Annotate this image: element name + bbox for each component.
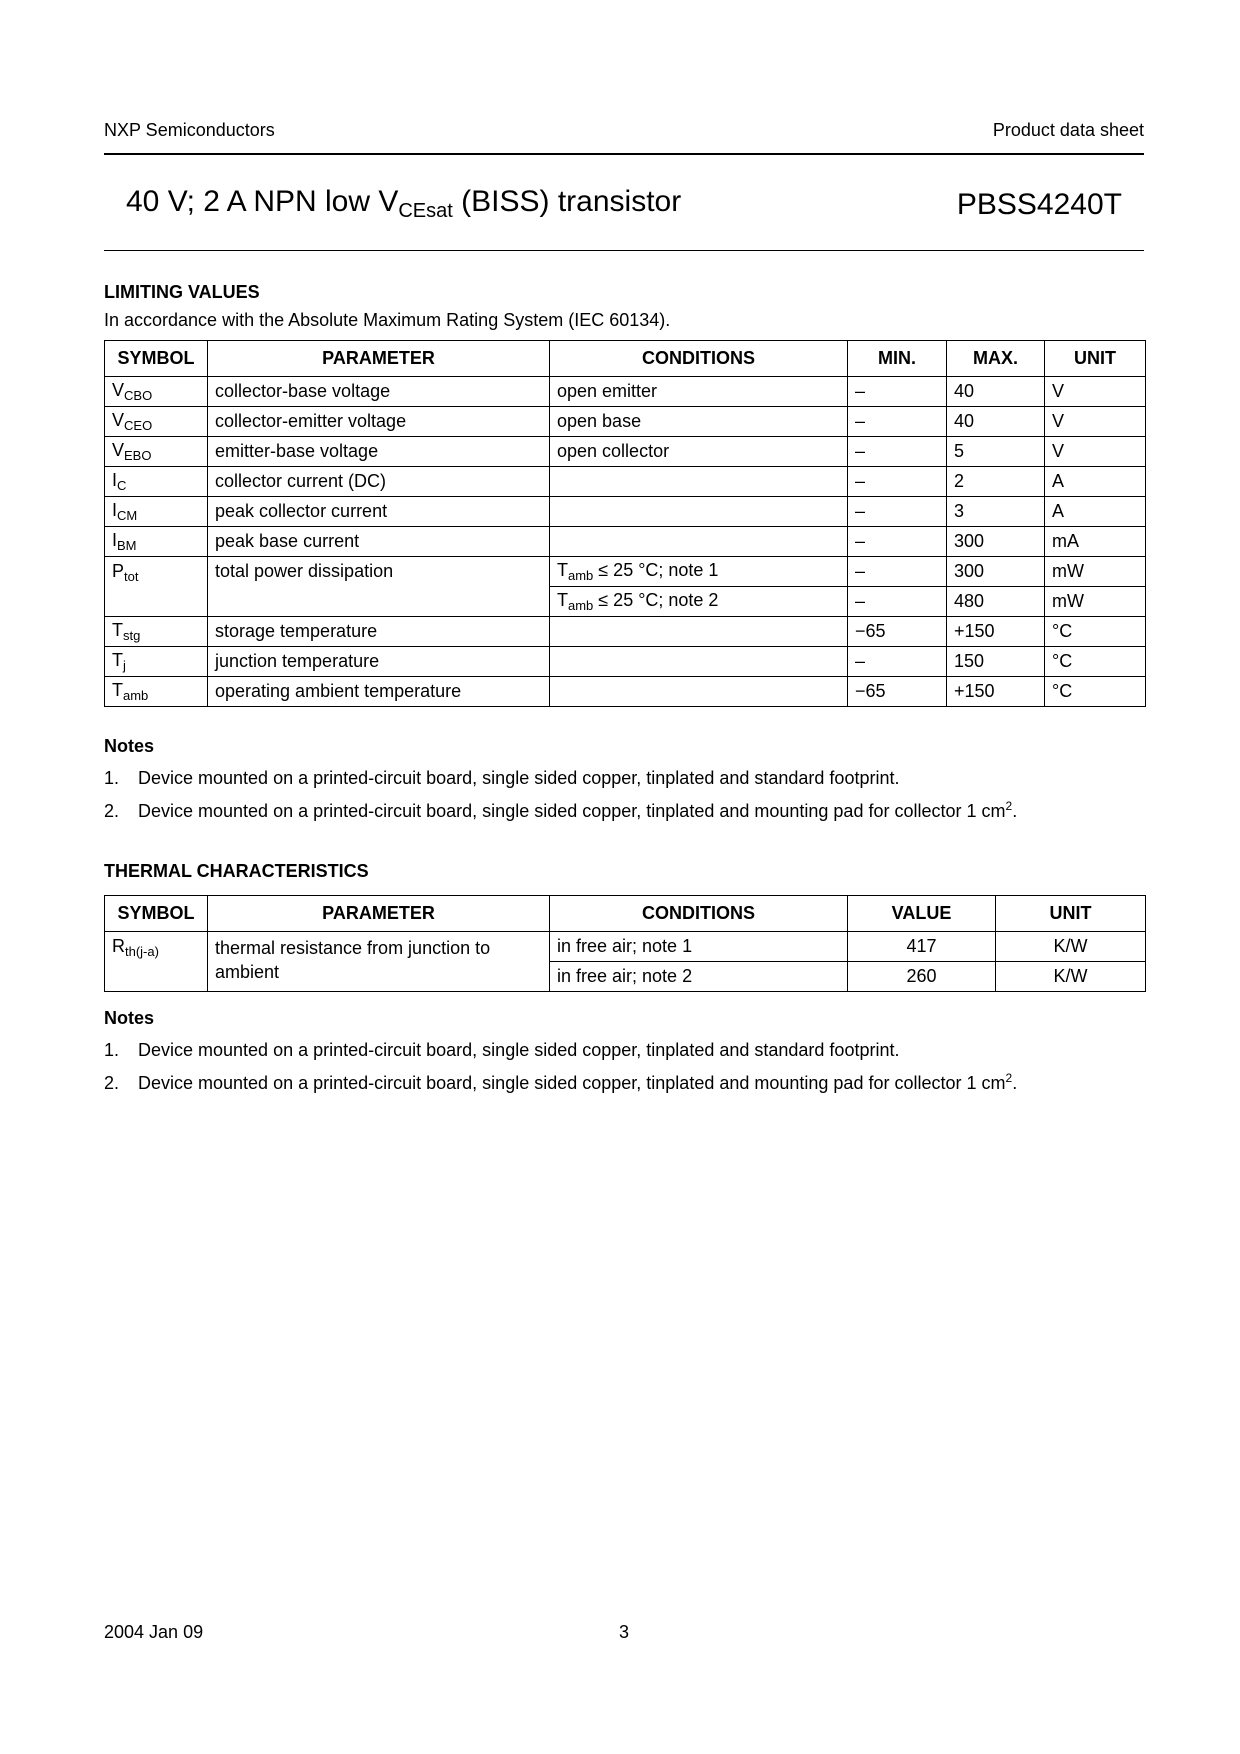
table-row (105, 467, 1146, 497)
conditions-cell (550, 467, 848, 497)
conditions-cell (550, 497, 848, 527)
min-cell: – (848, 377, 947, 407)
symbol: I (112, 470, 118, 490)
document-title (126, 185, 681, 223)
limiting-values-heading: LIMITING VALUES (104, 282, 260, 302)
unit-cell: mW (1045, 557, 1146, 587)
symbol-cell (105, 617, 208, 647)
max-cell: 3 (947, 497, 1045, 527)
title-main: 40 V; 2 A NPN low V (126, 185, 399, 218)
unit-cell: V (1045, 437, 1146, 467)
parameter-cell: collector current (DC) (208, 467, 550, 497)
page-number: 3 (619, 1622, 630, 1642)
max-cell: 40 (947, 407, 1045, 437)
unit-cell: A (1045, 467, 1146, 497)
unit-cell: °C (1045, 617, 1146, 647)
symbol: P (112, 561, 125, 581)
conditions-cell: open base (550, 407, 848, 437)
notes-heading: Notes (104, 736, 155, 756)
conditions-cell (550, 647, 848, 677)
table-header-row (105, 896, 1146, 932)
parameter-cell: junction temperature (208, 647, 550, 677)
condition-text: ≤ 25 °C; note 2 (593, 590, 719, 610)
symbol-cell (105, 527, 208, 557)
unit-cell: K/W (996, 932, 1146, 962)
note-number: 2. (104, 801, 120, 821)
thermal-table (104, 895, 1146, 992)
table-row (105, 557, 1146, 587)
conditions-cell (550, 617, 848, 647)
conditions-cell: in free air; note 2 (550, 962, 848, 992)
symbol-cell (105, 467, 208, 497)
symbol-subscript: stg (123, 628, 141, 643)
column-header: UNIT (996, 896, 1146, 932)
symbol-cell (105, 932, 208, 992)
unit-cell: mA (1045, 527, 1146, 557)
conditions-cell (550, 587, 848, 617)
table-row (105, 497, 1146, 527)
symbol-subscript: j (123, 658, 126, 673)
condition-symbol: T (557, 560, 568, 580)
parameter-cell: storage temperature (208, 617, 550, 647)
symbol-subscript: amb (123, 688, 149, 703)
table-header-row (105, 341, 1146, 377)
symbol-cell (105, 497, 208, 527)
parameter-cell: collector-emitter voltage (208, 407, 550, 437)
min-cell: – (848, 557, 947, 587)
table-row (105, 647, 1146, 677)
max-cell: +150 (947, 677, 1045, 707)
max-cell: 2 (947, 467, 1045, 497)
symbol-cell (105, 407, 208, 437)
value-cell: 260 (848, 962, 996, 992)
condition-subscript: amb (568, 568, 594, 583)
symbol: R (112, 936, 125, 956)
max-cell: 300 (947, 557, 1045, 587)
conditions-cell: open emitter (550, 377, 848, 407)
column-header: VALUE (848, 896, 996, 932)
thermal-heading: THERMAL CHARACTERISTICS (104, 861, 369, 881)
symbol-cell (105, 647, 208, 677)
column-header: PARAMETER (208, 341, 550, 377)
unit-cell: °C (1045, 647, 1146, 677)
symbol: I (112, 530, 118, 550)
note-text: Device mounted on a printed-circuit board, single sided copper, tinplated and mounting pad for collector 1 cm (138, 1073, 1006, 1093)
part-number: PBSS4240T (956, 188, 1122, 221)
min-cell: −65 (848, 617, 947, 647)
min-cell: – (848, 527, 947, 557)
note-superscript: 2 (1005, 799, 1013, 813)
table-row (105, 617, 1146, 647)
note-item (104, 1071, 1017, 1094)
header-rule (104, 153, 1144, 155)
parameter-cell: emitter-base voltage (208, 437, 550, 467)
max-cell: 5 (947, 437, 1045, 467)
note-text: Device mounted on a printed-circuit board, single sided copper, tinplated and mounting pad for collector 1 cm (138, 801, 1006, 821)
unit-cell: °C (1045, 677, 1146, 707)
table-row (105, 527, 1146, 557)
conditions-cell (550, 527, 848, 557)
note-item (104, 768, 899, 789)
symbol-subscript: BM (117, 538, 137, 553)
column-header: MIN. (848, 341, 947, 377)
company-name: NXP Semiconductors (104, 120, 275, 140)
conditions-cell: open collector (550, 437, 848, 467)
table-row (105, 677, 1146, 707)
parameter-cell: total power dissipation (208, 557, 550, 617)
unit-cell: K/W (996, 962, 1146, 992)
symbol: T (112, 650, 123, 670)
symbol-subscript: CM (117, 508, 138, 523)
symbol: T (112, 680, 123, 700)
column-header: UNIT (1045, 341, 1146, 377)
min-cell: – (848, 467, 947, 497)
condition-symbol: T (557, 590, 568, 610)
symbol: T (112, 620, 123, 640)
note-number: 1. (104, 1040, 120, 1060)
note-text: Device mounted on a printed-circuit board, single sided copper, tinplated and standard footprint. (138, 1040, 900, 1060)
parameter-cell: collector-base voltage (208, 377, 550, 407)
title-subscript: CEsat (398, 200, 453, 222)
note-number: 2. (104, 1073, 120, 1093)
column-header: SYMBOL (105, 341, 208, 377)
symbol-subscript: CEO (124, 418, 153, 433)
symbol-cell (105, 377, 208, 407)
parameter-cell: thermal resistance from junction to ambient (208, 932, 550, 992)
unit-cell: A (1045, 497, 1146, 527)
symbol-cell (105, 557, 208, 617)
parameter-cell: operating ambient temperature (208, 677, 550, 707)
unit-cell: V (1045, 407, 1146, 437)
note-tail: . (1012, 1073, 1018, 1093)
title-tail: (BISS) transistor (452, 185, 682, 218)
max-cell: 40 (947, 377, 1045, 407)
condition-subscript: amb (568, 598, 594, 613)
min-cell: – (848, 497, 947, 527)
column-header: PARAMETER (208, 896, 550, 932)
symbol-cell (105, 677, 208, 707)
note-superscript: 2 (1005, 1071, 1013, 1085)
min-cell: – (848, 647, 947, 677)
limiting-values-table (104, 340, 1146, 707)
note-item (104, 799, 1017, 822)
note-item (104, 1040, 899, 1061)
symbol-cell (105, 437, 208, 467)
column-header: CONDITIONS (550, 341, 848, 377)
unit-cell: mW (1045, 587, 1146, 617)
min-cell: – (848, 407, 947, 437)
condition-text: ≤ 25 °C; note 1 (593, 560, 719, 580)
note-text: Device mounted on a printed-circuit board, single sided copper, tinplated and standard footprint. (138, 768, 900, 788)
note-number: 1. (104, 768, 120, 788)
min-cell: – (848, 437, 947, 467)
max-cell: 480 (947, 587, 1045, 617)
unit-cell: V (1045, 377, 1146, 407)
title-rule (104, 250, 1144, 251)
column-header: CONDITIONS (550, 896, 848, 932)
symbol-subscript: th(j-a) (125, 944, 159, 959)
table-row (105, 932, 1146, 962)
limiting-values-subtitle: In accordance with the Absolute Maximum Rating System (IEC 60134). (104, 310, 671, 330)
notes-heading: Notes (104, 1008, 155, 1028)
column-header: MAX. (947, 341, 1045, 377)
conditions-cell: in free air; note 1 (550, 932, 848, 962)
parameter-cell: peak collector current (208, 497, 550, 527)
max-cell: +150 (947, 617, 1045, 647)
column-header: SYMBOL (105, 896, 208, 932)
max-cell: 150 (947, 647, 1045, 677)
min-cell: – (848, 587, 947, 617)
table-row (105, 407, 1146, 437)
min-cell: −65 (848, 677, 947, 707)
value-cell: 417 (848, 932, 996, 962)
table-row (105, 437, 1146, 467)
conditions-cell (550, 677, 848, 707)
table-row (105, 377, 1146, 407)
symbol: V (112, 410, 125, 430)
symbol-subscript: C (117, 478, 127, 493)
conditions-cell (550, 557, 848, 587)
symbol: V (112, 380, 125, 400)
footer-date: 2004 Jan 09 (104, 1622, 204, 1642)
symbol: I (112, 500, 118, 520)
symbol: V (112, 440, 125, 460)
symbol-subscript: tot (124, 569, 139, 584)
symbol-subscript: EBO (124, 448, 152, 463)
document-type: Product data sheet (992, 120, 1144, 140)
note-tail: . (1012, 801, 1018, 821)
parameter-cell: peak base current (208, 527, 550, 557)
max-cell: 300 (947, 527, 1045, 557)
symbol-subscript: CBO (124, 388, 153, 403)
